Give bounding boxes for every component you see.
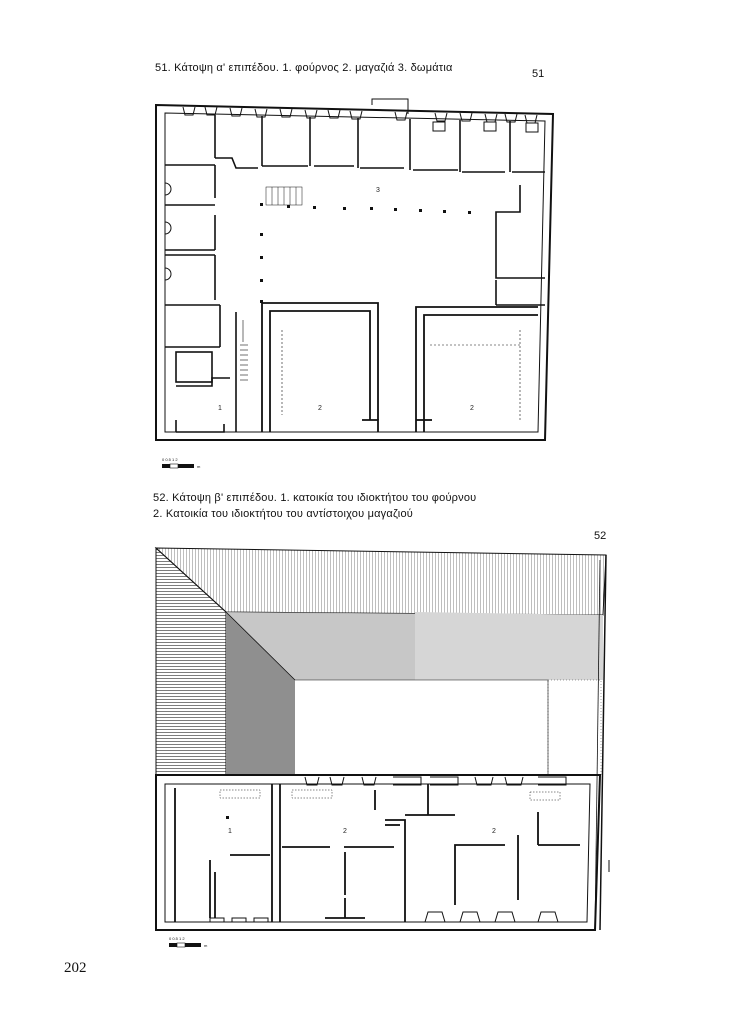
label-rooms: 3 <box>376 187 380 194</box>
scale-unit-52: m <box>204 943 208 948</box>
plan-51 <box>156 99 553 469</box>
scale-bar-52 <box>169 936 208 948</box>
plan-52 <box>156 548 609 948</box>
figure-52-number: 52 <box>594 530 607 542</box>
scale-bar-51 <box>162 457 201 469</box>
scale-ticks-51: 0 0.5 1 2 <box>162 457 178 462</box>
figure-51-number: 51 <box>532 68 545 80</box>
figure-52-caption-line1: 52. Κάτοψη β' επιπέδου. 1. κατοικία του ιδιοκτήτου του φούρνου <box>153 492 477 504</box>
page-number: 202 <box>64 960 87 976</box>
label-shop-house-left: 2 <box>343 828 347 835</box>
scale-ticks-52: 0 0.5 1 2 <box>169 936 185 941</box>
label-shop-right: 2 <box>470 405 474 412</box>
scale-unit-51: m <box>197 464 201 469</box>
figure-52-caption-line2: 2. Κατοικία του ιδιοκτήτου του αντίστοιχου μαγαζιού <box>153 508 413 520</box>
label-baker-house: 1 <box>228 828 232 835</box>
label-shop-left: 2 <box>318 405 322 412</box>
label-shop-house-right: 2 <box>492 828 496 835</box>
label-oven: 1 <box>218 405 222 412</box>
figure-51-caption: 51. Κάτοψη α' επιπέδου. 1. φούρνος 2. μαγαζιά 3. δωμάτια <box>155 62 453 74</box>
